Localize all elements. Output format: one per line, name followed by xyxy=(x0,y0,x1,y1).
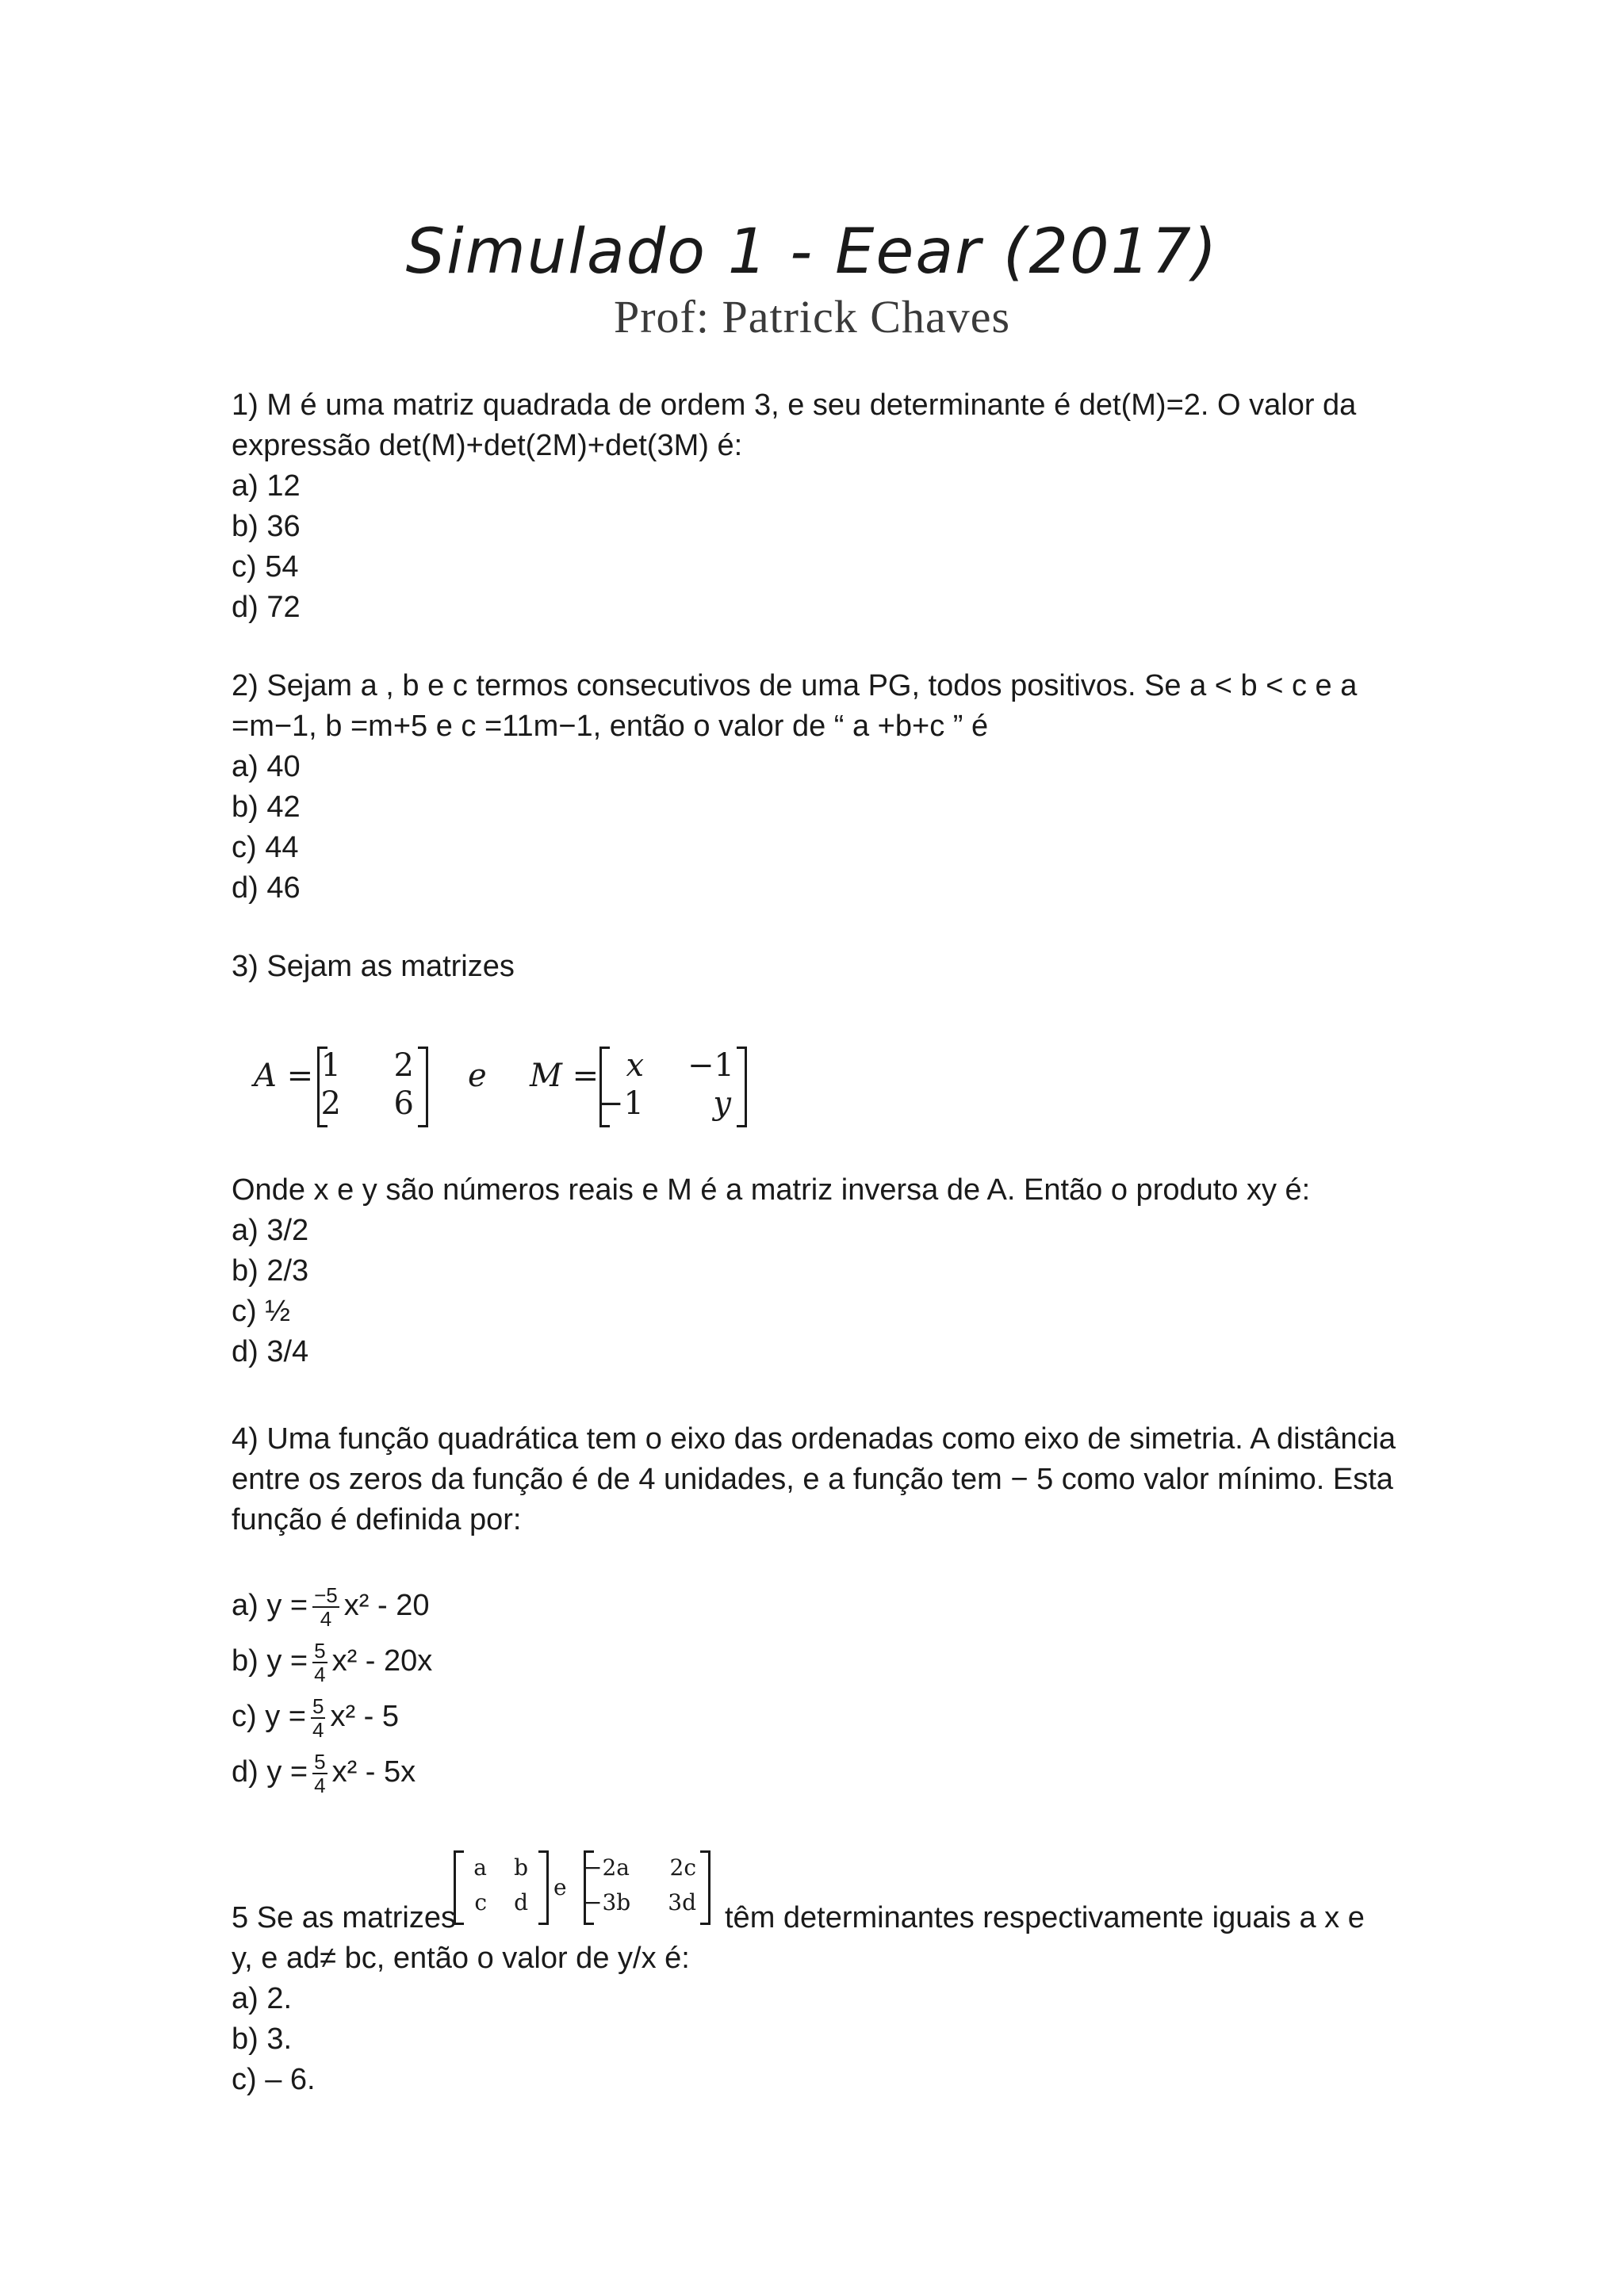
matrix-cell: 3d xyxy=(668,1889,696,1915)
matrix-a-cell: 1 xyxy=(320,1047,341,1084)
question-4-text-line-3: função é definida por: xyxy=(232,1503,522,1536)
matrix-m-label: M = xyxy=(530,1058,599,1094)
fraction xyxy=(311,1695,325,1741)
question-5-matrix-2 xyxy=(584,1850,710,1923)
question-5-connector: e xyxy=(553,1874,567,1900)
question-1-text-line-1: 1) M é uma matriz quadrada de ordem 3, e seu determinante é det(M)=2. O valor da xyxy=(232,388,1357,422)
fraction-denominator: 4 xyxy=(312,1717,324,1742)
matrix-m-cell: −1 xyxy=(597,1085,644,1122)
question-4-option-c xyxy=(232,1689,1397,1744)
question-5 xyxy=(232,1938,1397,2100)
fraction-numerator: 5 xyxy=(314,1749,326,1774)
option-prefix: b) y = xyxy=(232,1644,308,1678)
fraction xyxy=(312,1751,327,1797)
question-2-text-line-2: =m−1, b =m+5 e c =11m−1, então o valor de “ a +b+c ” é xyxy=(232,710,989,743)
fraction-denominator: 4 xyxy=(314,1773,326,1797)
question-5-matrix-1 xyxy=(454,1850,549,1923)
question-5-option-b: b) 3. xyxy=(232,2022,293,2056)
fraction xyxy=(312,1584,339,1630)
question-3 xyxy=(232,1170,1397,1372)
question-3-option-c: c) ½ xyxy=(232,1295,290,1328)
fraction-numerator: 5 xyxy=(314,1638,326,1663)
question-5-prefix: 5 Se as matrizes xyxy=(232,1901,456,1934)
matrix-cell: −3b xyxy=(584,1889,631,1915)
matrix-m-cell: y xyxy=(713,1085,731,1122)
matrix-cell: −2a xyxy=(584,1854,630,1881)
question-1-option-a: a) 12 xyxy=(232,469,301,503)
matrix-a-label: A = xyxy=(254,1058,314,1094)
matrix-connector: e xyxy=(468,1058,487,1094)
question-4-option-d xyxy=(232,1744,1397,1800)
fraction-denominator: 4 xyxy=(320,1606,332,1631)
question-2 xyxy=(232,666,1397,909)
question-1 xyxy=(232,385,1397,628)
option-suffix: x² - 20x xyxy=(331,1644,433,1678)
fraction-denominator: 4 xyxy=(314,1662,326,1686)
fraction xyxy=(312,1640,327,1686)
question-3-option-d: d) 3/4 xyxy=(232,1335,309,1368)
matrix-m xyxy=(599,1047,747,1124)
option-suffix: x² - 5 xyxy=(330,1700,399,1733)
question-3-option-b: b) 2/3 xyxy=(232,1254,309,1288)
question-4-options xyxy=(232,1578,1397,1800)
question-2-option-d: d) 46 xyxy=(232,871,301,905)
matrix-a-cell: 6 xyxy=(393,1085,414,1122)
question-3-intro xyxy=(232,947,1397,987)
question-5-text-line-2: y, e ad≠ bc, então o valor de y/x é: xyxy=(232,1942,690,1975)
question-3-text-line-1: Onde x e y são números reais e M é a matriz inversa de A. Então o produto xy é: xyxy=(232,1173,1311,1207)
matrix-a xyxy=(317,1047,428,1124)
question-2-option-b: b) 42 xyxy=(232,790,301,824)
fraction-numerator: −5 xyxy=(314,1582,338,1607)
question-1-option-c: c) 54 xyxy=(232,550,299,584)
question-5-option-c: c) – 6. xyxy=(232,2063,316,2096)
matrix-m-cell: −1 xyxy=(688,1047,734,1084)
question-4-option-b xyxy=(232,1633,1397,1689)
question-1-text-line-2: expressão det(M)+det(2M)+det(3M) é: xyxy=(232,429,743,462)
option-prefix: a) y = xyxy=(232,1589,308,1622)
fraction-numerator: 5 xyxy=(312,1693,324,1718)
question-2-option-c: c) 44 xyxy=(232,831,299,864)
option-suffix: x² - 20 xyxy=(343,1589,430,1622)
question-5-option-a: a) 2. xyxy=(232,1982,293,2015)
option-suffix: x² - 5x xyxy=(331,1755,416,1789)
matrix-a-cell: 2 xyxy=(393,1047,414,1084)
question-2-text-line-1: 2) Sejam a , b e c termos consecutivos de uma PG, todos positivos. Se a < b < c e a xyxy=(232,669,1358,702)
question-4-option-a xyxy=(232,1578,1397,1633)
question-3-option-a: a) 3/2 xyxy=(232,1214,309,1247)
question-5-suffix: têm determinantes respectivamente iguais a x e xyxy=(725,1901,1365,1934)
matrix-m-cell: x xyxy=(626,1047,644,1084)
option-prefix: d) y = xyxy=(232,1755,308,1789)
question-2-option-a: a) 40 xyxy=(232,750,301,783)
question-1-option-d: d) 72 xyxy=(232,591,301,624)
option-prefix: c) y = xyxy=(232,1700,306,1733)
page-title: Simulado 1 - Eear (2017) xyxy=(405,216,1219,288)
matrix-cell: d xyxy=(514,1889,528,1915)
question-3-intro-text: 3) Sejam as matrizes xyxy=(232,950,515,983)
page-subtitle: Prof: Patrick Chaves xyxy=(613,291,1011,342)
matrix-a-cell: 2 xyxy=(320,1085,341,1122)
matrix-cell: b xyxy=(514,1854,528,1881)
matrix-cell: a xyxy=(473,1854,487,1881)
question-4-text-line-2: entre os zeros da função é de 4 unidades, e a função tem − 5 como valor mínimo. Esta xyxy=(232,1463,1393,1496)
question-1-option-b: b) 36 xyxy=(232,510,301,543)
question-3-matrices xyxy=(238,1031,872,1134)
matrix-cell: c xyxy=(474,1889,487,1915)
question-4 xyxy=(232,1419,1397,1540)
matrix-cell: 2c xyxy=(669,1854,696,1881)
question-4-text-line-1: 4) Uma função quadrática tem o eixo das ordenadas como eixo de simetria. A distância xyxy=(232,1422,1396,1456)
